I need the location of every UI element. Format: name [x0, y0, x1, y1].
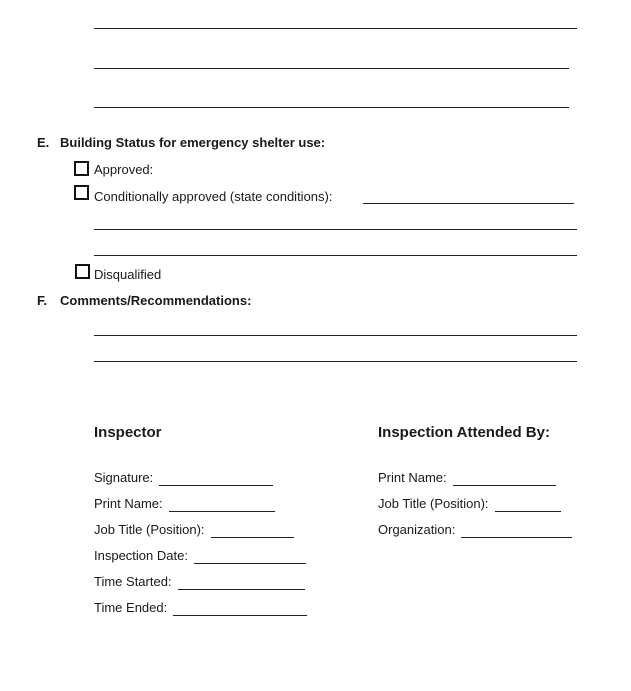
disqualified-label: Disqualified [94, 267, 162, 282]
conditions-line-3[interactable] [94, 255, 577, 256]
attended-job-title-field [378, 496, 561, 512]
blank-line-top-3[interactable] [94, 107, 569, 108]
inspector-time-ended-field [94, 600, 307, 616]
approved-label: Approved: [94, 162, 154, 177]
comments-line-2[interactable] [94, 361, 577, 362]
inspector-signature-field [94, 470, 273, 486]
inspector-time-started-line[interactable] [178, 576, 305, 590]
conditions-line-1[interactable] [363, 203, 574, 204]
inspector-time-ended-label: Time Ended: [94, 600, 168, 615]
blank-line-top-2[interactable] [94, 68, 569, 69]
conditionally-approved-label: Conditionally approved (state conditions): [94, 189, 333, 204]
inspector-inspection-date-line[interactable] [194, 550, 306, 564]
attended-print-name-label: Print Name: [378, 470, 447, 485]
attended-print-name-field [378, 470, 556, 486]
conditionally-approved-checkbox[interactable] [74, 185, 89, 200]
comments-line-1[interactable] [94, 335, 577, 336]
section-f-letter: F. [37, 293, 48, 308]
inspector-job-title-line[interactable] [211, 524, 294, 538]
attended-organization-label: Organization: [378, 522, 456, 537]
attended-job-title-line[interactable] [495, 498, 561, 512]
attended-job-title-label: Job Title (Position): [378, 496, 489, 511]
blank-line-top-1[interactable] [94, 28, 577, 29]
attended-organization-field [378, 522, 572, 538]
section-e-letter: E. [37, 135, 50, 150]
attended-by-heading: Inspection Attended By: [378, 424, 550, 441]
inspector-signature-label: Signature: [94, 470, 154, 485]
section-f-title: Comments/Recommendations: [60, 293, 252, 308]
conditions-line-2[interactable] [94, 229, 577, 230]
attended-organization-line[interactable] [461, 524, 572, 538]
inspector-time-started-label: Time Started: [94, 574, 172, 589]
inspector-signature-line[interactable] [159, 472, 273, 486]
inspector-inspection-date-label: Inspection Date: [94, 548, 188, 563]
inspector-inspection-date-field [94, 548, 306, 564]
approved-checkbox[interactable] [74, 161, 89, 176]
section-e-title: Building Status for emergency shelter use: [60, 135, 326, 150]
inspector-time-started-field [94, 574, 305, 590]
inspector-heading: Inspector [94, 424, 162, 441]
inspector-job-title-field [94, 522, 294, 538]
inspector-print-name-label: Print Name: [94, 496, 163, 511]
inspector-print-name-field [94, 496, 275, 512]
inspector-time-ended-line[interactable] [173, 602, 307, 616]
disqualified-checkbox[interactable] [75, 264, 90, 279]
inspector-job-title-label: Job Title (Position): [94, 522, 205, 537]
attended-print-name-line[interactable] [453, 472, 556, 486]
inspector-print-name-line[interactable] [169, 498, 275, 512]
